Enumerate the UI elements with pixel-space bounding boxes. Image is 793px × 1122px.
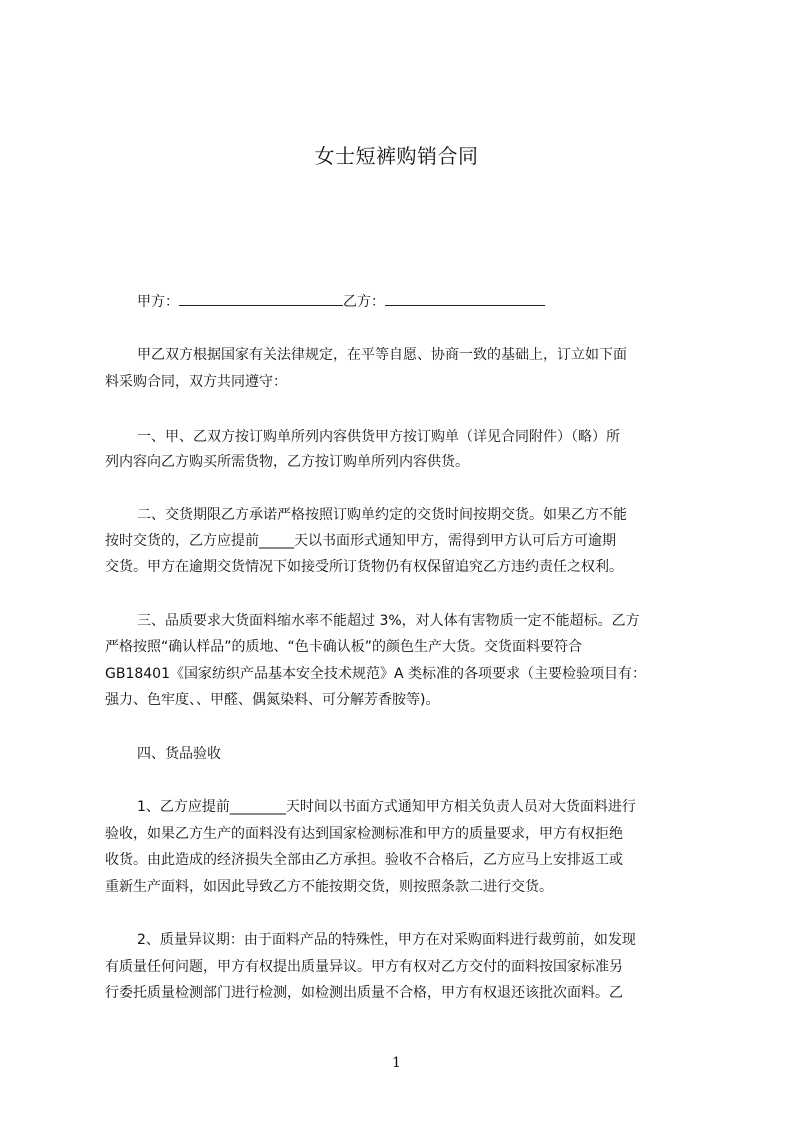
paragraph-line: 料采购合同，双方共同遵守： [105, 374, 287, 390]
section-heading: 四、货品验收 [137, 746, 221, 762]
paragraph-line: 列内容向乙方购买所需货物，乙方按订购单所列内容供货。 [105, 454, 469, 470]
paragraph-line: 收货。由此造成的经济损失全部由乙方承担。验收不合格后，乙方应马上安排返工或 [105, 852, 623, 868]
paragraph-line: 1、乙方应提前________天时间以书面方式通知甲方相关负责人员对大货面料进行 [137, 799, 636, 815]
page-number: 1 [392, 1055, 401, 1071]
paragraph-line: 严格按照“确认样品”的质地、“色卡确认板”的颜色生产大货。交货面料要符合 [105, 639, 583, 655]
paragraph-line: GB18401《国家纺织产品基本安全技术规范》A 类标准的各项要求（主要检验项目有： [105, 666, 647, 682]
paragraph-line: 甲乙双方根据国家有关法律规定，在平等自愿、协商一致的基础上，订立如下面 [137, 347, 627, 363]
party-b-blank[interactable] [385, 291, 545, 306]
paragraph-line: 强力、色牢度、、甲醛、偶氮染料、可分解芳香胺等)。 [105, 692, 440, 708]
party-a-label: 甲方： [137, 294, 179, 310]
paragraph-line: 一、甲、乙双方按订购单所列内容供货甲方按订购单（详见合同附件）（略）所 [137, 429, 620, 445]
paragraph-line: 验收，如果乙方生产的面料没有达到国家检测标准和甲方的质量要求，甲方有权拒绝 [105, 826, 623, 842]
paragraph-line: 2、质量异议期：由于面料产品的特殊性，甲方在对采购面料进行裁剪前，如发现 [137, 932, 636, 948]
parties-line [137, 291, 545, 312]
paragraph-line: 三、品质要求大货面料缩水率不能超过 3%，对人体有害物质一定不能超标。乙方 [137, 613, 640, 629]
party-b-label: 乙方： [343, 294, 385, 310]
paragraph-line: 交货。甲方在逾期交货情况下如接受所订货物仍有权保留追究乙方违约责任之权利。 [105, 559, 623, 575]
document-title: 女士短裤购销合同 [314, 144, 479, 168]
paragraph-line: 行委托质量检测部门进行检测，如检测出质量不合格，甲方有权退还该批次面料。乙 [105, 985, 623, 1001]
paragraph-line: 重新生产面料，如因此导致乙方不能按期交货，则按照条款二进行交货。 [105, 879, 553, 895]
party-a-blank[interactable] [179, 291, 343, 306]
paragraph-line: 有质量任何问题，甲方有权提出质量异议。甲方有权对乙方交付的面料按国家标准另 [105, 959, 623, 975]
paragraph-line: 按时交货的，乙方应提前_____天以书面形式通知甲方，需得到甲方认可后方可逾期 [105, 533, 616, 549]
paragraph-line: 二、交货期限乙方承诺严格按照订购单约定的交货时间按期交货。如果乙方不能 [137, 507, 627, 523]
